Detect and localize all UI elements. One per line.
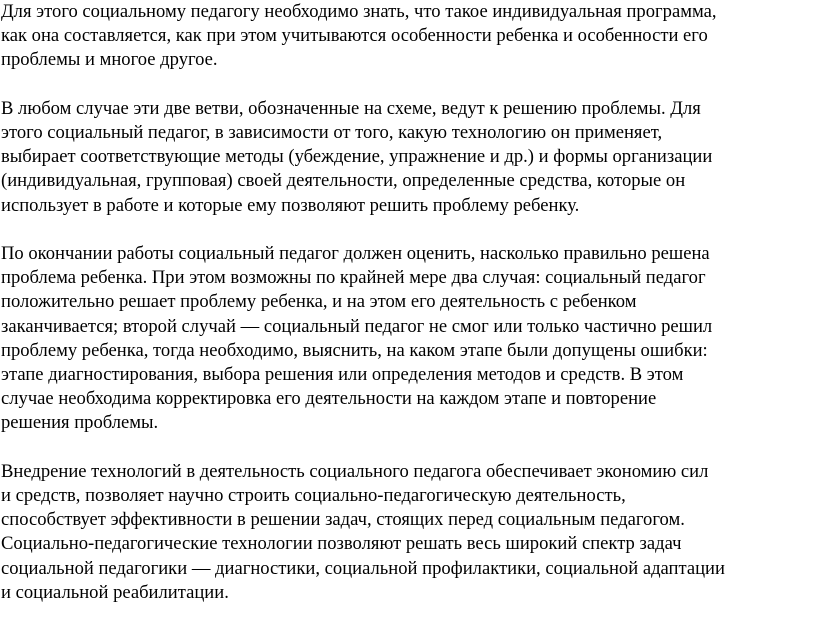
- text-line: этапе диагностирования, выбора решения или определения методов и средств. В этом: [1, 364, 684, 386]
- paragraph-gap: [1, 73, 816, 97]
- paragraph-gap: [1, 436, 816, 460]
- text-line: как она составляется, как при этом учитываются особенности ребенка и особенности его: [1, 25, 708, 47]
- paragraph-technologies: [1, 460, 816, 605]
- text-line: использует в работе и которые ему позволяют решить проблему ребенку.: [1, 194, 580, 216]
- text-line: и средств, позволяет научно строить социально-педагогическую деятельность,: [1, 485, 626, 507]
- text-line: Для этого социальному педагогу необходимо знать, что такое индивидуальная программа,: [1, 1, 717, 22]
- text-line: проблему ребенка, тогда необходимо, выяснить, на каком этапе были допущены ошибки:: [1, 339, 708, 361]
- text-line: решения проблемы.: [1, 412, 159, 434]
- text-line: По окончании работы социальный педагог должен оценить, насколько правильно решена: [1, 243, 710, 264]
- text-line: заканчивается; второй случай — социальный педагог не смог или только частично решил: [1, 315, 713, 337]
- text-line: Социально-педагогические технологии позволяют решать весь широкий спектр задач: [1, 533, 682, 555]
- paragraph-individual-program: [1, 0, 816, 73]
- text-line: этого социальный педагог, в зависимости от того, какую технологию он применяет,: [1, 122, 663, 143]
- text-line: (индивидуальная, групповая) своей деятельности, определенные средства, которые он: [1, 170, 686, 192]
- text-line: выбирает соответствующие методы (убеждение, упражнение и др.) и формы организации: [1, 146, 713, 168]
- text-line: социальной педагогики — диагностики, социальной профилактики, социальной адаптации: [1, 557, 725, 579]
- text-line: и социальной реабилитации.: [1, 581, 229, 603]
- text-line: Внедрение технологий в деятельность социального педагога обеспечивает экономию сил: [1, 460, 709, 482]
- text-line: способствует эффективности в решении задач, стоящих перед социальным педагогом.: [1, 509, 685, 531]
- paragraph-evaluation: [1, 242, 816, 436]
- paragraph-two-branches: [1, 97, 816, 218]
- text-line: В любом случае эти две ветви, обозначенные на схеме, ведут к решению проблемы. Для: [1, 97, 701, 119]
- text-line: проблемы и многое другое.: [1, 49, 218, 71]
- text-line: случае необходима корректировка его деятельности на каждом этапе и повторение: [1, 388, 657, 410]
- text-line: положительно решает проблему ребенка, и на этом его деятельность с ребенком: [1, 291, 637, 313]
- paragraph-gap: [1, 218, 816, 242]
- text-line: проблема ребенка. При этом возможны по крайней мере два случая: социальный педагог: [1, 267, 706, 289]
